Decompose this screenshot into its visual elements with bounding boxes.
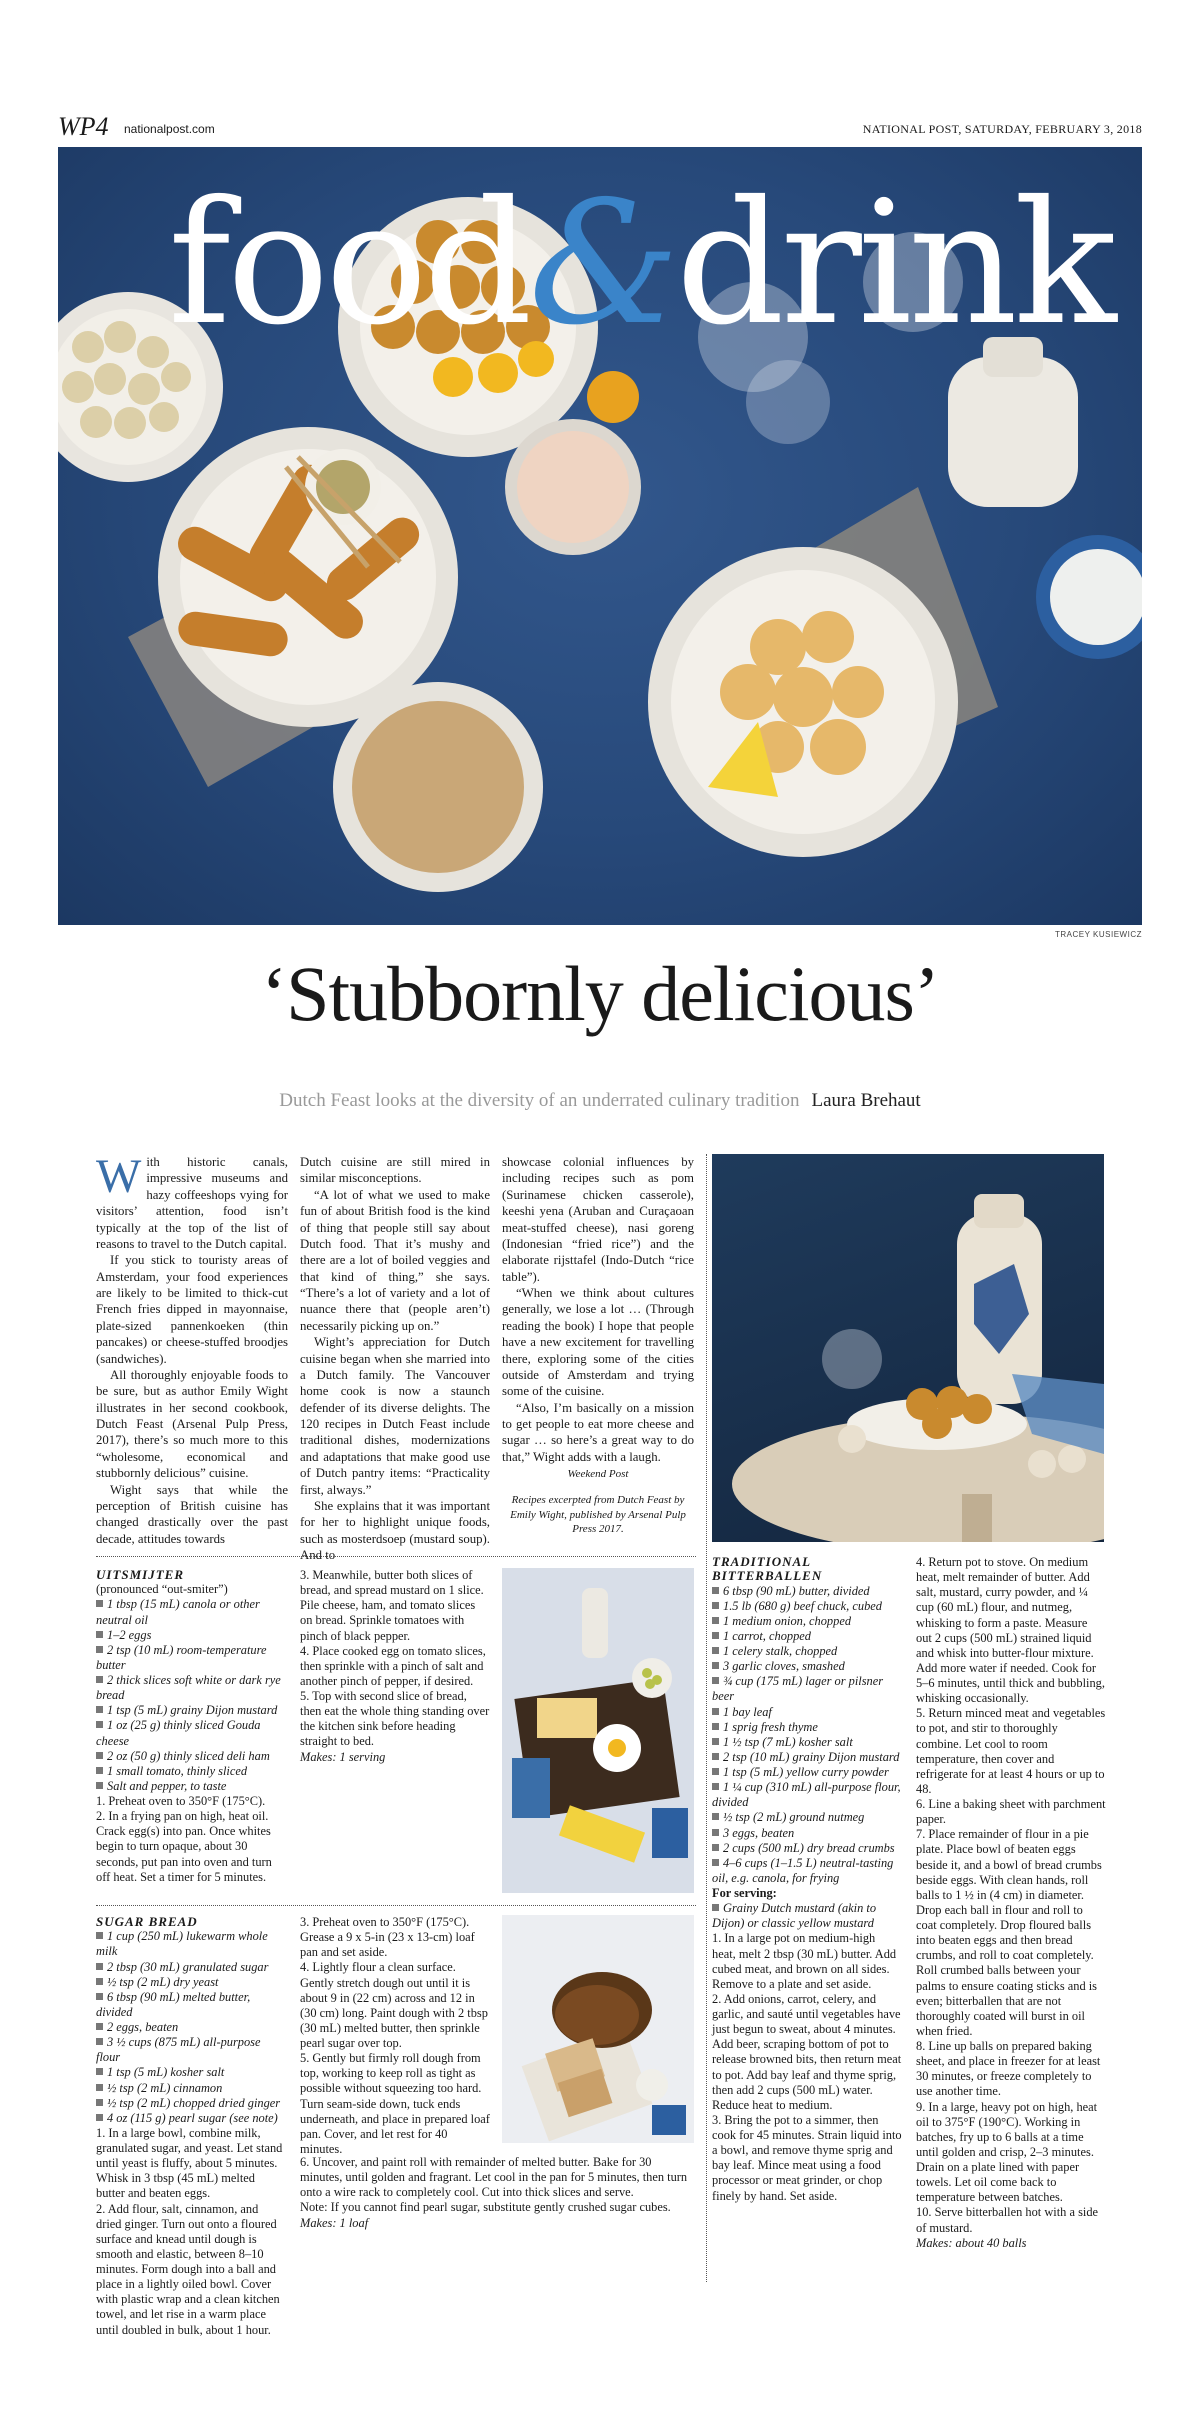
ingredient-text: 2 eggs, beaten (107, 2020, 179, 2035)
bullet-icon (96, 2084, 103, 2091)
ingredient-item (96, 1643, 286, 1673)
ingredient-text: 1 ½ tsp (7 mL) kosher salt (723, 1734, 853, 1749)
ingredient-item (712, 1614, 902, 1629)
bullet-icon (96, 1782, 103, 1789)
jug-bitterballen-photo (712, 1154, 1104, 1542)
article-paragraph: “When we think about cultures generally, we lose a lot … (Through reading the book) I hope that people have a new excitement for travelling there, exploring some of the cities outside of Amsterdam and trying some of the cuisine. (502, 1286, 694, 1399)
bullet-icon (712, 1753, 719, 1760)
ingredient-text: 2 cups (500 mL) dry bread crumbs (723, 1840, 895, 1855)
article-signoff: Weekend Post (567, 1468, 629, 1481)
recipe-step: 2. Add flour, salt, cinnamon, and dried ginger. Turn out onto a floured surface and knead until dough is smooth and elastic, between 8–10 minutes. Form dough into a ball and place in a lightly oiled bowl. Cover with plastic wrap and a clean kitchen towel, and let rise in a warm place until doubled in bulk, about 1 hour. (96, 2201, 280, 2337)
bullet-icon (96, 2099, 103, 2106)
photo-credit: TRACEY KUSIEWICZ (1055, 930, 1142, 939)
bullet-icon (712, 1677, 719, 1684)
bullet-icon (712, 1587, 719, 1594)
recipe-step: 9. In a large, heavy pot on high, heat oil to 375°F (190°C). Working in batches, fry up to 6 balls at a time until golden and crisp, 2–3 minutes. Drain on a plate lined with paper towels. Let oil come back to temperature between batches. (916, 2099, 1098, 2205)
recipe-step: 4. Place cooked egg on tomato slices, then sprinkle with a pinch of salt and another pinch of pepper, if desired. (300, 1643, 486, 1688)
recipe-step: 3. Preheat oven to 350°F (175°C). Grease a 9 x 5-in (23 x 13-cm) loaf pan and set aside. (300, 1915, 475, 1960)
recipe-step: 1. Preheat oven to 350°F (175°C). (96, 1794, 266, 1809)
recipe-step: 5. Return minced meat and vegetables to pot, and stir to thoroughly combine. Let cool to room temperature, then cover and refrigerate for at least 4 hours or up to 48. (916, 1706, 1106, 1796)
ingredient-text: 1 small tomato, thinly sliced (107, 1763, 248, 1778)
masthead-food: food (168, 165, 529, 363)
ingredient-text: 1 carrot, chopped (723, 1628, 811, 1643)
ingredient-item (96, 2081, 286, 2096)
headline: ‘Stubbornly delicious’ (261, 950, 939, 1037)
article-column-2 (300, 1154, 490, 1563)
recipe-title: TRADITIONAL BITTERBALLEN (712, 1554, 823, 1584)
bullet-icon (96, 1932, 103, 1939)
recipe-yield: Makes: about 40 balls (916, 2235, 1027, 2250)
ingredient-text: ½ tsp (2 mL) ground nutmeg (723, 1810, 865, 1825)
bullet-icon (712, 1813, 719, 1820)
bullet-icon (712, 1844, 719, 1851)
bullet-icon (96, 1721, 103, 1728)
ingredient-item (712, 1705, 902, 1720)
ingredient-item (96, 2065, 286, 2080)
recipe-yield: Makes: 1 loaf (300, 2215, 369, 2230)
bullet-icon (712, 1829, 719, 1836)
ingredient-item (96, 2035, 286, 2065)
bullet-icon (96, 1993, 103, 2000)
ingredient-text: 1.5 lb (680 g) beef chuck, cubed (723, 1598, 882, 1613)
ingredient-text: 3 eggs, beaten (723, 1825, 795, 1840)
ingredient-item (712, 1901, 902, 1931)
ingredient-text: 2 tbsp (30 mL) granulated sugar (107, 1959, 269, 1974)
ingredient-item (712, 1780, 902, 1810)
ingredient-item (712, 1750, 902, 1765)
ingredient-text: 2 tsp (10 mL) room-temperature butter (96, 1642, 267, 1672)
ingredient-text: 3 garlic cloves, smashed (723, 1659, 845, 1674)
recipe-step: 3. Bring the pot to a simmer, then cook for 45 minutes. Strain liquid into a bowl, and remove thyme sprig and bay leaf. Mince meat using a food processor or meat grinder, or chop finely by hand. Set aside. (712, 2112, 902, 2203)
book-credit-caption: Recipes excerpted from Dutch Feast by Emily Wight, published by Arsenal Pulp Press 2017. (510, 1494, 686, 1535)
ingredient-item (96, 1779, 286, 1794)
ingredient-item (712, 1765, 902, 1780)
folio-bar (58, 112, 1142, 141)
ingredient-text: 1 tsp (5 mL) kosher salt (107, 2065, 225, 2080)
ingredient-item (712, 1856, 902, 1886)
section-divider (96, 1556, 696, 1557)
ingredient-text: 1 cup (250 mL) lukewarm whole milk (96, 1929, 268, 1959)
ingredient-item (96, 1749, 286, 1764)
ingredient-item (96, 1929, 286, 1959)
bullet-icon (96, 1963, 103, 1970)
section-masthead (168, 165, 1113, 363)
pronunciation: (pronounced “out-smiter”) (96, 1582, 228, 1597)
bullet-icon (96, 1631, 103, 1638)
recipe-step: 4. Lightly flour a clean surface. Gently stretch dough out until it is about 9 in (22 cm) across and 12 in (30 cm) long. Paint dough with 2 tbsp (30 mL) melted butter, then sprinkle pearl sugar over top. (300, 1960, 488, 2050)
ingredient-text: 3 ½ cups (875 mL) all-purpose flour (96, 2035, 261, 2065)
ingredient-item (96, 1703, 286, 1718)
ingredient-text: 1 bay leaf (723, 1704, 772, 1719)
bullet-icon (712, 1617, 719, 1624)
ingredient-item (96, 2096, 286, 2111)
sugar-bread-illustration (502, 1915, 694, 2143)
recipe-step: 2. In a frying pan on high, heat oil. Crack egg(s) into pan. Once whites begin to turn opaque, about 30 seconds, put pan into oven and turn off heat. Set a timer for 5 minutes. (96, 1809, 272, 1884)
ingredient-text: 1 sprig fresh thyme (723, 1719, 818, 1734)
article-paragraph: showcase colonial influences by including recipes such as pom (Surinamese chicken casserole), keeshi yena (Aruban and Curaçaoan meat-stuffed cheese), nasi goreng (Indonesian “fried rice”) and the elaborate rijsttafel (Indo-Dutch “rice table”). (502, 1155, 694, 1284)
recipe-title: SUGAR BREAD (96, 1914, 198, 1929)
article-paragraph: “Also, I’m basically on a mission to get people to eat more cheese and sugar … so here’s a great way to do that,” Wight adds with a laugh. (502, 1400, 694, 1464)
ingredient-item (96, 2111, 286, 2126)
article-paragraph: She explains that it was important for her to highlight unique foods, such as mosterdsoep (mustard soup). And to (300, 1498, 490, 1562)
uitsmijter-recipe-cont (300, 1568, 490, 1765)
ingredient-text: 4–6 cups (1–1.5 L) neutral-tasting oil, e.g. canola, for frying (712, 1855, 894, 1885)
ingredient-text: ½ tsp (2 mL) chopped dried ginger (107, 2095, 281, 2110)
bullet-icon (712, 1904, 719, 1911)
uitsmijter-recipe (96, 1568, 286, 1885)
bullet-icon (96, 2068, 103, 2075)
article-column-3 (502, 1154, 694, 1536)
deck (0, 1090, 1200, 1112)
ingredient-text: 6 tbsp (90 mL) butter, divided (723, 1583, 870, 1598)
recipe-step: 10. Serve bitterballen hot with a side of mustard. (916, 2205, 1099, 2235)
ingredient-item (96, 1990, 286, 2020)
article-paragraph: Dutch cuisine are still mired in similar misconceptions. (300, 1155, 490, 1186)
ingredient-item (712, 1629, 902, 1644)
ingredient-item (96, 1975, 286, 1990)
ingredient-item (712, 1826, 902, 1841)
bullet-icon (712, 1662, 719, 1669)
bullet-icon (96, 1767, 103, 1774)
recipe-step: 6. Uncover, and paint roll with remainder of melted butter. Bake for 30 minutes, until golden and fragrant. Let cool in the pan for 5 minutes, then turn onto a wire rack to completely cool. Cut into thick slices and serve. (300, 2155, 688, 2200)
recipe-note: Note: If you cannot find pearl sugar, substitute gently crushed sugar cubes. (300, 2200, 671, 2215)
article-paragraph: “A lot of what we used to make fun of about British food is the kind of thing that people still say about Dutch food. That it’s mushy and there are a lot of boiled veggies and that kind of thing,” she says. “There’s a lot of variety and a lot of nuance there that (people aren’t) necessarily picking up on.” (300, 1187, 490, 1333)
jug-bitterballen-illustration (712, 1154, 1104, 1542)
ingredient-item (96, 2020, 286, 2035)
article-paragraph: If you stick to touristy areas of Amsterdam, your food experiences are likely to be limited to thick-cut French fries dipped in mayonnaise, plate-sized pannenkoeken (thin pancakes) or cheese-stuffed broodjes (sandwiches). (96, 1253, 288, 1366)
ingredient-item (96, 1960, 286, 1975)
recipe-step: 5. Gently but firmly roll dough from top, working to keep roll as tight as possible without squeezing too hard. Turn seam-side down, tuck ends underneath, and place in prepared loaf pan. Cover, and let rest for 40 minutes. (300, 2051, 490, 2156)
ingredient-text: 1 ¼ cup (310 mL) all-purpose flour, divided (712, 1780, 901, 1810)
page-number: WP4 (58, 112, 109, 141)
recipe-step: 3. Meanwhile, butter both slices of bread, and spread mustard on 1 slice. Pile cheese, ham, and tomato slices on bread. Sprinkle tomatoes with pinch of black pepper. (300, 1568, 484, 1643)
ingredient-text: 4 oz (115 g) pearl sugar (see note) (107, 2110, 278, 2125)
article-paragraph: Wight’s appreciation for Dutch cuisine began when she married into a Dutch family. The Vancouver home cook is now a staunch defender of its diverse delights. The 120 recipes in Dutch Feast include traditional dishes, modernizations and adaptations that make good use of Dutch pantry items: “Practicality first, always.” (300, 1335, 490, 1497)
ingredient-text: 1 oz (25 g) thinly sliced Gouda cheese (96, 1718, 261, 1748)
bullet-icon (96, 2038, 103, 2045)
recipe-step: 1. In a large pot on medium-high heat, melt 2 tbsp (30 mL) butter. Add cubed meat, and brown on all sides. Remove to a plate and set aside. (712, 1931, 897, 1991)
recipe-step: 6. Line a baking sheet with parchment paper. (916, 1797, 1106, 1827)
ingredient-text: ¾ cup (175 mL) lager or pilsner beer (712, 1674, 884, 1704)
issue-date: NATIONAL POST, SATURDAY, FEBRUARY 3, 2018 (862, 122, 1142, 136)
recipe-step: 1. In a large bowl, combine milk, granulated sugar, and yeast. Let stand until yeast is fluffy, about 5 minutes. Whisk in 3 tbsp (45 mL) melted butter and beaten eggs. (96, 2125, 283, 2201)
recipe-step: 5. Top with second slice of bread, then eat the whole thing standing over the kitchen sink before heading straight to bed. (300, 1689, 490, 1749)
recipe-step: 2. Add onions, carrot, celery, and garlic, and sauté until vegetables have just begun to sweat, about 4 minutes. Add beer, scraping bottom of pot to release browned bits, then return meat to pot. Add bay leaf and thyme sprig, then add 2 cups (500 mL) water. Reduce heat to medium. (712, 1991, 902, 2112)
ingredient-text: Salt and pepper, to taste (107, 1778, 227, 1793)
deck-text: Dutch Feast looks at the diversity of an underrated culinary tradition (279, 1090, 800, 1111)
ingredient-item (712, 1841, 902, 1856)
bullet-icon (712, 1647, 719, 1654)
sugar-bread-photo (502, 1915, 694, 2143)
bullet-icon (712, 1602, 719, 1609)
bullet-icon (96, 2114, 103, 2121)
bullet-icon (96, 1600, 103, 1607)
ingredient-text: 1–2 eggs (107, 1627, 152, 1642)
bullet-icon (96, 1752, 103, 1759)
serving-label: For serving: (712, 1886, 777, 1901)
masthead-drink: drink (675, 165, 1113, 363)
bullet-icon (712, 1768, 719, 1775)
bullet-icon (712, 1723, 719, 1730)
ingredient-text: 6 tbsp (90 mL) melted butter, divided (96, 1989, 251, 2019)
ingredient-item (712, 1584, 902, 1599)
ingredient-text: Grainy Dutch mustard (akin to Dijon) or classic yellow mustard (712, 1901, 877, 1931)
ingredient-text: 2 tsp (10 mL) grainy Dijon mustard (723, 1749, 900, 1764)
ingredient-text: 1 celery stalk, chopped (723, 1644, 838, 1659)
bullet-icon (96, 1978, 103, 1985)
uitsmijter-illustration (502, 1568, 694, 1893)
ingredient-text: 1 medium onion, chopped (723, 1613, 852, 1628)
sugar-bread-recipe-end (300, 2155, 694, 2231)
ingredient-item (712, 1644, 902, 1659)
sugar-bread-recipe (96, 1915, 286, 2338)
ingredient-item (712, 1810, 902, 1825)
bullet-icon (712, 1708, 719, 1715)
ingredient-text: 2 oz (50 g) thinly sliced deli ham (107, 1748, 270, 1763)
hero-photo (58, 147, 1142, 925)
byline: Laura Brehaut (811, 1090, 921, 1111)
bullet-icon (96, 1646, 103, 1653)
bitterballen-recipe (712, 1555, 902, 2204)
recipe-title: UITSMIJTER (96, 1567, 185, 1582)
article-paragraph: All thoroughly enjoyable foods to be sure, but as author Emily Wight illustrates in her second cookbook, Dutch Feast (Arsenal Pulp Press, 2017), there’s so much more to this “wholesome, economical and stubbornly delicious” cuisine. (96, 1367, 288, 1481)
ingredient-item (96, 1628, 286, 1643)
bullet-icon (712, 1632, 719, 1639)
ingredient-text: 1 tsp (5 mL) yellow curry powder (723, 1765, 889, 1780)
uitsmijter-photo (502, 1568, 694, 1893)
bullet-icon (712, 1859, 719, 1866)
bullet-icon (96, 2023, 103, 2030)
recipe-step: 4. Return pot to stove. On medium heat, melt remainder of butter. Add salt, mustard, curry powder, and ¼ cup (60 mL) flour, and nutmeg, whisking to form a paste. Measure out 2 cups (500 mL) strained liquid and whisk into butter-flour mixture. Add more water if needed. Cook for 5–6 minutes, until thick and bubbling, whisking occasionally. (916, 1555, 1105, 1706)
ingredient-item (712, 1720, 902, 1735)
recipe-step: 7. Place remainder of flour in a pie plate. Place bowl of beaten eggs beside it, and a bowl of bread crumbs beside eggs. With clean hands, roll balls to 1 ½ in (4 cm) in diameter. Drop each ball in flour and roll to coat completely. Drop floured balls into beaten eggs and then bread crumbs, and roll to coat completely. Roll crumbed balls between your palms to ensure coating sticks and is even; bitterballen that are not thoroughly coated will burst in oil when fried. (916, 1827, 1102, 2038)
column-divider (706, 1154, 707, 2282)
bullet-icon (96, 1706, 103, 1713)
article-paragraph (96, 1150, 288, 1252)
ingredient-item (96, 1673, 286, 1703)
ingredient-item (712, 1735, 902, 1750)
drop-cap: W (96, 1150, 142, 1203)
bullet-icon (96, 1676, 103, 1683)
ingredient-text: 1 tsp (5 mL) grainy Dijon mustard (107, 1703, 278, 1718)
ingredient-item (712, 1599, 902, 1614)
ingredient-item (96, 1597, 286, 1627)
ingredient-item (712, 1659, 902, 1674)
ingredient-item (96, 1718, 286, 1748)
section-divider (96, 1905, 696, 1906)
sugar-bread-recipe-cont (300, 1915, 490, 2157)
article-paragraph: Wight says that while the perception of British cuisine has changed drastically over the past decade, attitudes towards (96, 1482, 288, 1546)
ingredient-text: 1 tbsp (15 mL) canola or other neutral oil (96, 1597, 260, 1627)
ingredient-text: ½ tsp (2 mL) dry yeast (107, 1974, 219, 1989)
article-column-1 (96, 1150, 288, 1547)
ingredient-text: ½ tsp (2 mL) cinnamon (107, 2080, 223, 2095)
ingredient-text: 2 thick slices soft white or dark rye bread (96, 1673, 281, 1703)
site-url: nationalpost.com (124, 122, 215, 136)
paragraph-text: ith historic canals, impressive museums and hazy coffeeshops vying for visitors’ attention, food isn’t typically at the top of the list of reasons to travel to the Dutch capital. (96, 1155, 288, 1251)
ingredient-item (712, 1674, 902, 1704)
bullet-icon (712, 1783, 719, 1790)
masthead-ampersand: & (528, 165, 676, 363)
ingredient-item (96, 1764, 286, 1779)
recipe-step: 8. Line up balls on prepared baking sheet, and place in freezer for at least 30 minutes, or freeze completely to use another time. (916, 2039, 1101, 2099)
bullet-icon (712, 1738, 719, 1745)
bitterballen-recipe-cont (916, 1555, 1106, 2251)
recipe-yield: Makes: 1 serving (300, 1749, 386, 1764)
